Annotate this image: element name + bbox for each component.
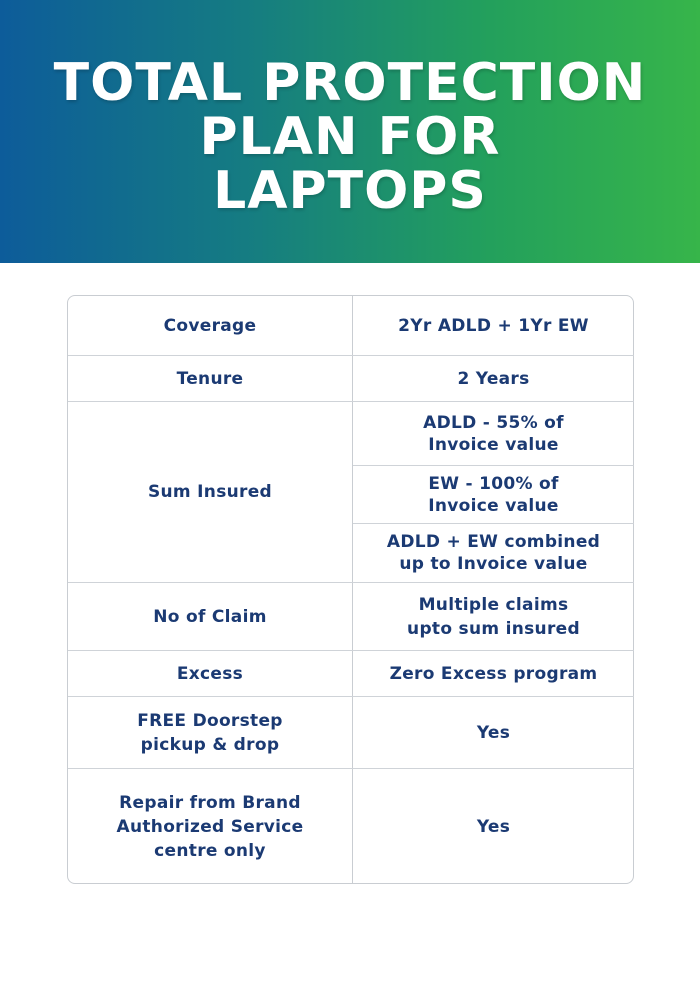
sum-insured-label: Sum Insured <box>147 482 272 502</box>
ew-line-1: EW - 100% of <box>428 473 559 494</box>
repair-label-line-1: Repair from Brand <box>119 792 301 813</box>
page-title <box>0 53 700 221</box>
row-claims-label <box>68 583 352 650</box>
row-excess-value <box>353 651 634 696</box>
doorstep-value: Yes <box>476 722 511 743</box>
row-coverage-label <box>68 296 352 355</box>
sum-insured-ew <box>353 466 634 523</box>
excess-label: Excess <box>176 663 244 684</box>
ew-line-2: Invoice value <box>428 495 559 516</box>
excess-value: Zero Excess program <box>389 663 598 684</box>
sum-insured-adld <box>353 402 634 465</box>
title-line-3: LAPTOPS <box>213 161 487 221</box>
row-coverage-value <box>353 296 634 355</box>
sum-insured-combined <box>353 524 634 582</box>
combined-line-2: up to Invoice value <box>399 554 588 574</box>
adld-line-1: ADLD - 55% of <box>423 412 564 433</box>
claims-label: No of Claim <box>153 606 267 627</box>
repair-value: Yes <box>476 816 511 837</box>
doorstep-label-line-2: pickup & drop <box>140 734 280 755</box>
row-tenure-value <box>353 356 634 401</box>
coverage-label: Coverage <box>163 315 257 336</box>
tenure-value: 2 Years <box>457 368 530 389</box>
combined-line-1: ADLD + EW combined <box>386 532 601 552</box>
tenure-label: Tenure <box>176 368 244 389</box>
coverage-value: 2Yr ADLD + 1Yr EW <box>398 315 589 336</box>
row-excess-label <box>68 651 352 696</box>
row-doorstep-label <box>68 697 352 768</box>
repair-label-line-2: Authorized Service <box>116 816 304 837</box>
row-claims-value <box>353 583 634 650</box>
claims-value-line-1: Multiple claims <box>418 594 569 615</box>
row-doorstep-value <box>353 697 634 768</box>
row-tenure-label <box>68 356 352 401</box>
adld-line-2: Invoice value <box>428 434 559 455</box>
title-line-2: PLAN FOR <box>199 107 501 167</box>
row-sum-insured-label <box>68 402 352 582</box>
claims-value-line-2: upto sum insured <box>407 618 580 639</box>
repair-label-line-3: centre only <box>154 840 266 861</box>
title-line-1: TOTAL PROTECTION <box>53 53 647 113</box>
row-repair-label <box>68 769 352 884</box>
doorstep-label-line-1: FREE Doorstep <box>137 710 283 731</box>
header-banner <box>0 0 700 263</box>
row-repair-value <box>353 769 634 884</box>
